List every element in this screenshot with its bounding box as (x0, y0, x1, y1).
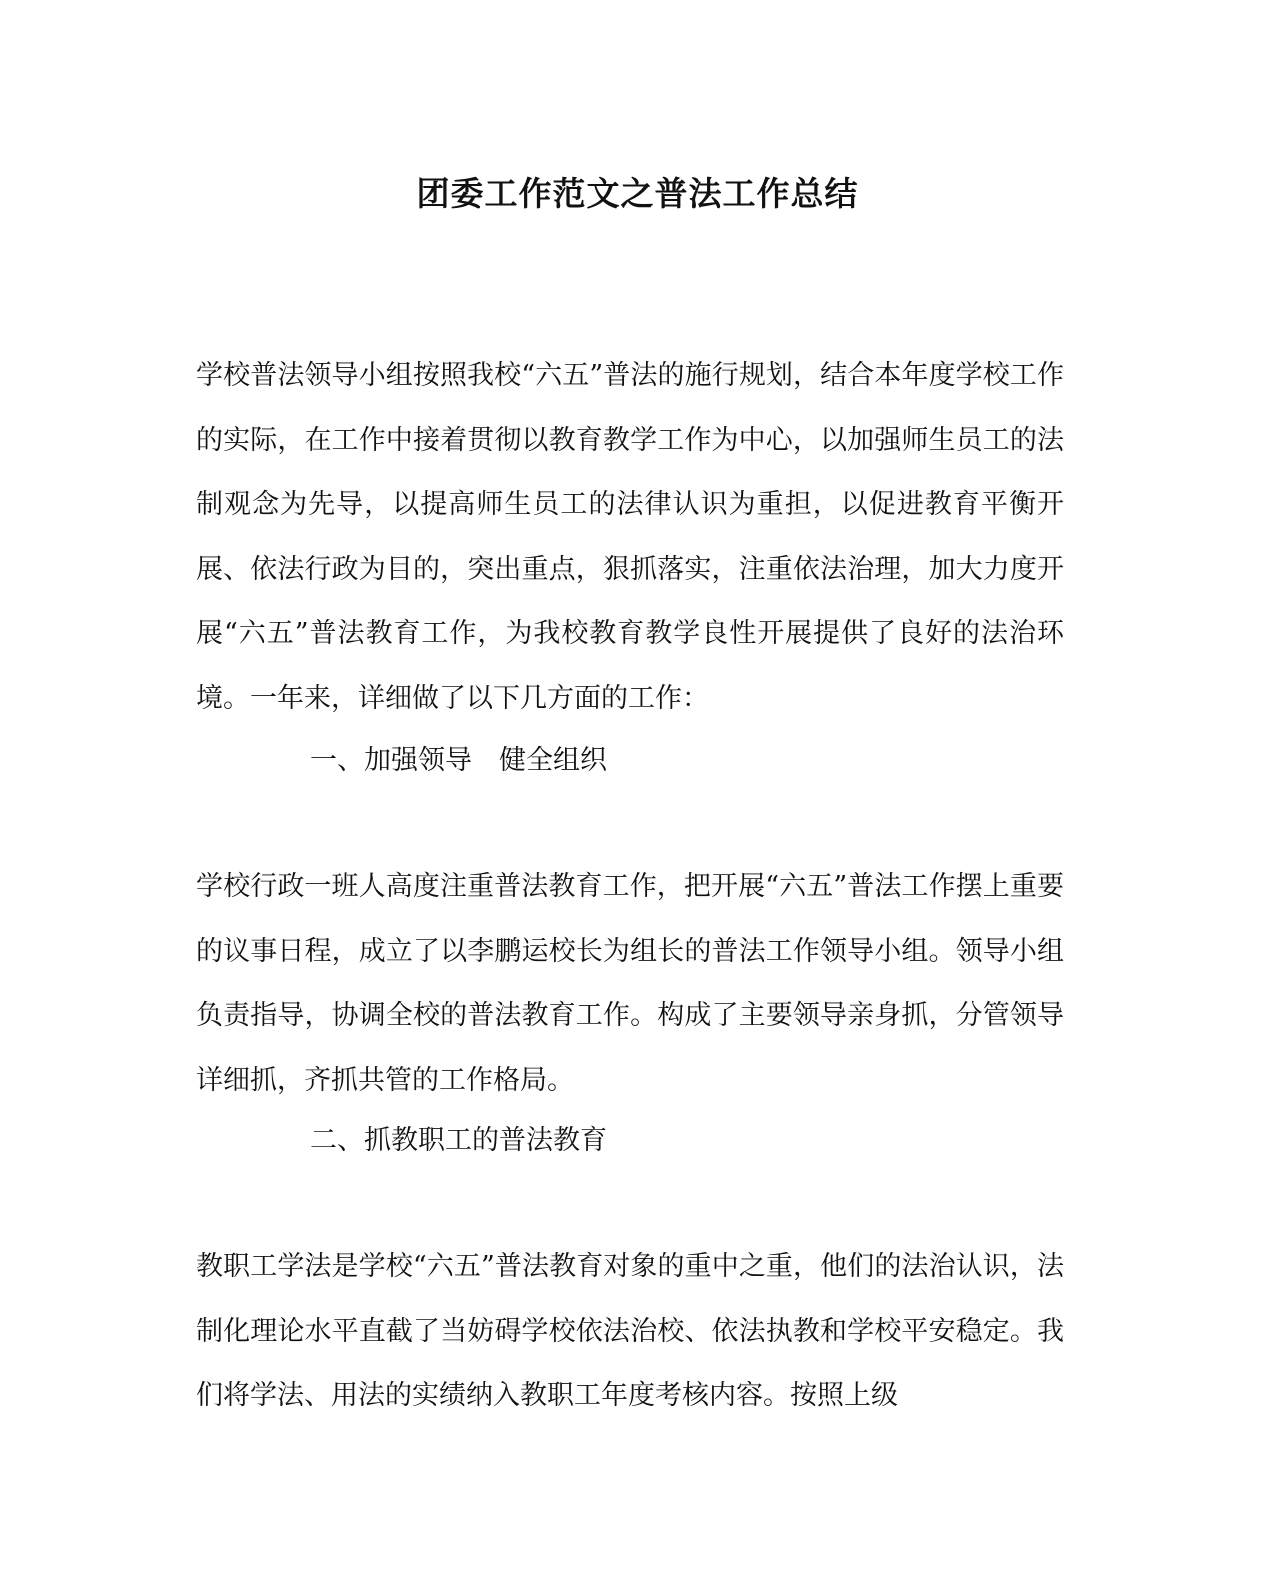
section-heading-2: 二、抓教职工的普法教育 (310, 1125, 607, 1156)
document-title: 团委工作范文之普法工作总结 (416, 174, 859, 213)
paragraph-intro: 学校普法领导小组按照我校“六五”普法的施行规划，结合本年度学校工作的实际，在工作中接着贯彻以教育教学工作为中心，以加强师生员工的法制观念为先导，以提高师生员工的法律认识为重担，以促进教育平衡开展、依法行政为目的，突出重点，狠抓落实，注重依法治理，加大力度开展“六五”普法教育工作，为我校教育教学良性开展提供了良好的法治环境。一年来，详细做了以下几方面的工作： (196, 360, 1064, 714)
section-heading-1: 一、加强领导 健全组织 (310, 745, 607, 776)
paragraph-staff-education: 教职工学法是学校“六五”普法教育对象的重中之重，他们的法治认识，法制化理论水平直截了当妨碍学校依法治校、依法执教和学校平安稳定。我们将学法、用法的实绩纳入教职工年度考核内容。按照上级 (196, 1251, 1064, 1411)
paragraph-leadership: 学校行政一班人高度注重普法教育工作，把开展“六五”普法工作摆上重要的议事日程，成立了以李鹏运校长为组长的普法工作领导小组。领导小组负责指导，协调全校的普法教育工作。构成了主要领导亲身抓，分管领导详细抓，齐抓共管的工作格局。 (196, 871, 1064, 1096)
